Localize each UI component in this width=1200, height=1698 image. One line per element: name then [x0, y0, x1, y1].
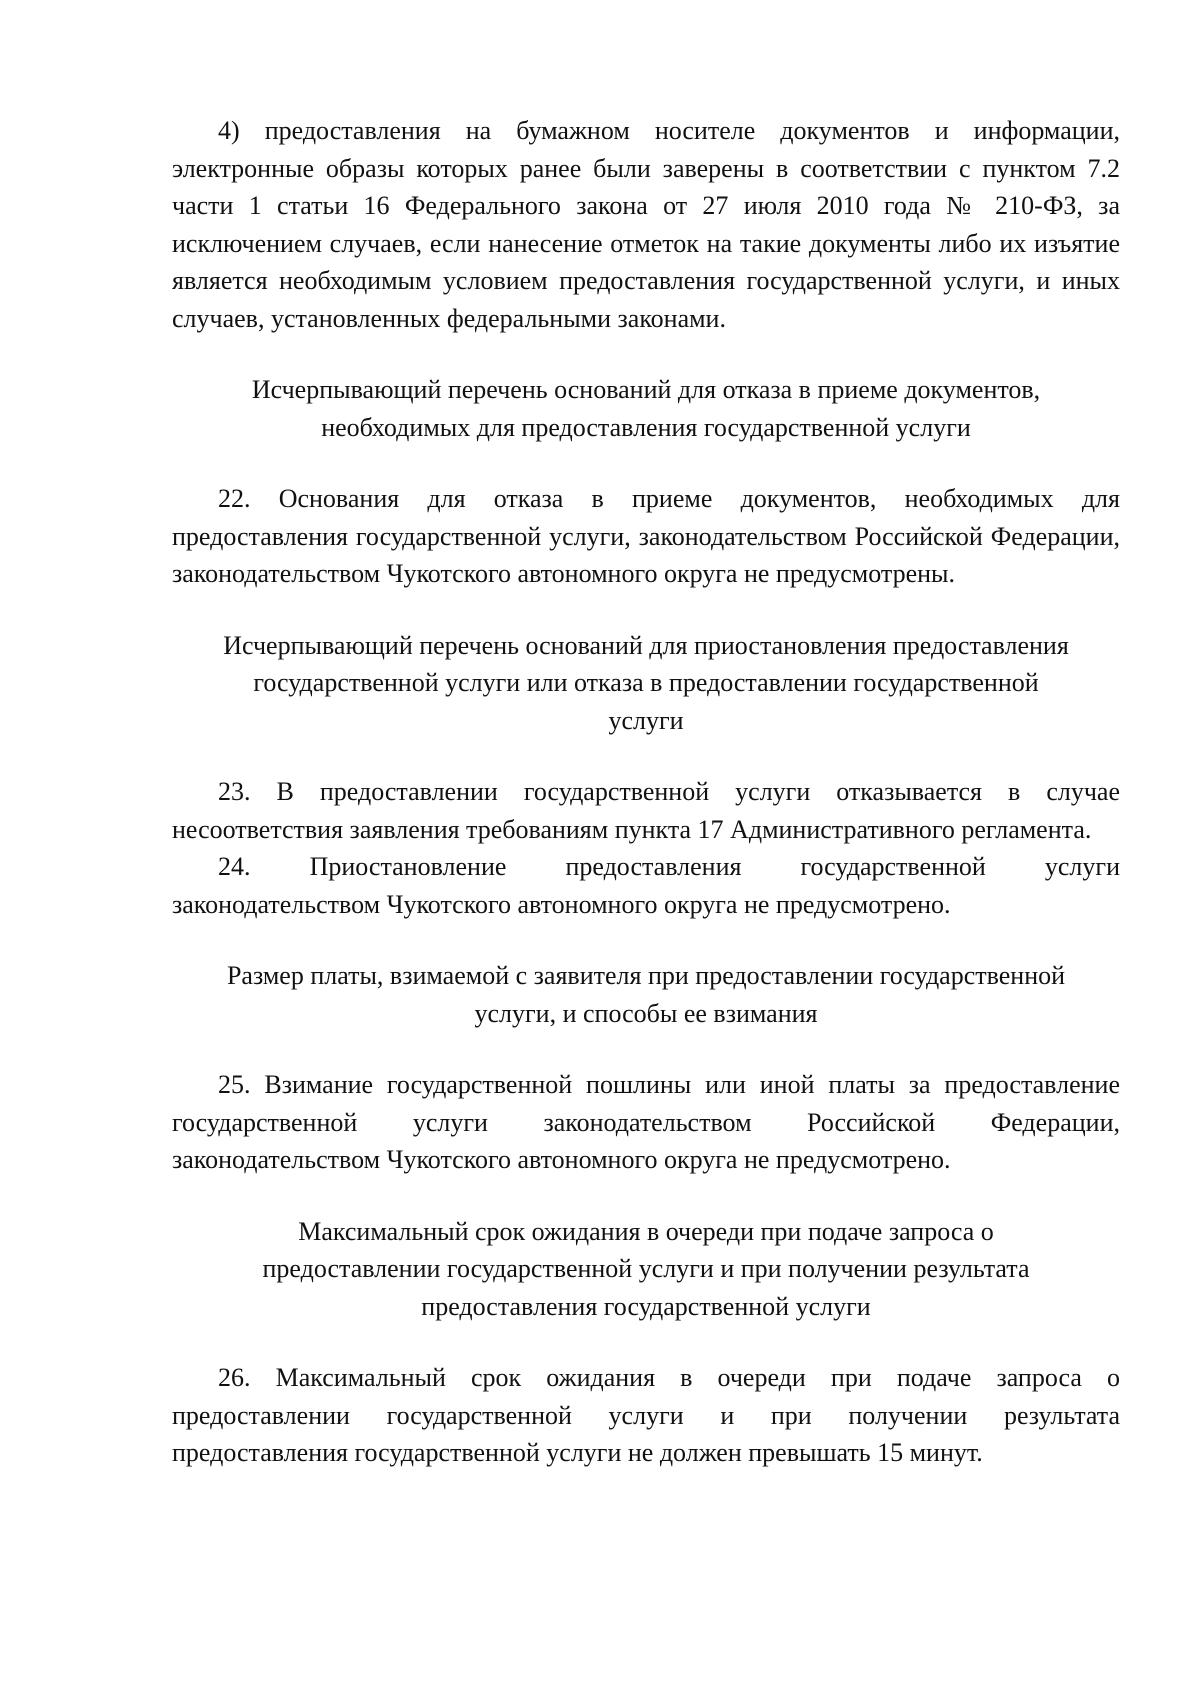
section-heading-waiting-time: Максимальный срок ожидания в очереди при подаче запроса о предоставлении государственной услуги и при получении результата предоставления государственной услуги	[262, 1216, 1030, 1321]
paragraph-25: 25. Взимание государственной пошлины или иной платы за предоставление государственной услуги законодательством Российской Федерации, законодательством Чукотского автономного округа не предусмотрено.	[172, 1070, 1120, 1174]
document-page	[172, 112, 1120, 1472]
paragraph-23: 23. В предоставлении государственной услуги отказывается в случае несоответствия заявления требованиям пункта 17 Административного регламента.	[172, 777, 1120, 844]
paragraph-item-4: 4) предоставления на бумажном носителе документов и информации, электронные образы которых ранее были заверены в соответствии с пунктом 7.2 части 1 статьи 16 Федерального закона от 27 июля 2010 года № 210-ФЗ, за исключением случаев, если нанесение отметок на такие документы либо их изъятие является необходимым условием предоставления государственной услуги, и иных случаев, установленных федеральными законами.	[172, 116, 1120, 333]
section-heading-fee: Размер платы, взимаемой с заявителя при предоставлении государственной услуги, и способы ее взимания	[226, 961, 1066, 1028]
section-heading-suspension-refusal: Исчерпывающий перечень оснований для приостановления предоставления государственной услуги или отказа в предоставлении государственной услуги	[223, 630, 1069, 735]
paragraph-22: 22. Основания для отказа в приеме документов, необходимых для предоставления государственной услуги, законодательством Российской Федерации, законодательством Чукотского автономного округа не предусмотрены.	[172, 484, 1120, 588]
section-heading-refusal-acceptance: Исчерпывающий перечень оснований для отказа в приеме документов, необходимых для предоставления государственной услуги	[251, 375, 1041, 442]
paragraph-26: 26. Максимальный срок ожидания в очереди при подаче запроса о предоставлении государственной услуги и при получении результата предоставления государственной услуги не должен превышать 15 минут.	[172, 1363, 1120, 1467]
paragraph-24: 24. Приостановление предоставления государственной услуги законодательством Чукотского автономного округа не предусмотрено.	[172, 852, 1120, 919]
